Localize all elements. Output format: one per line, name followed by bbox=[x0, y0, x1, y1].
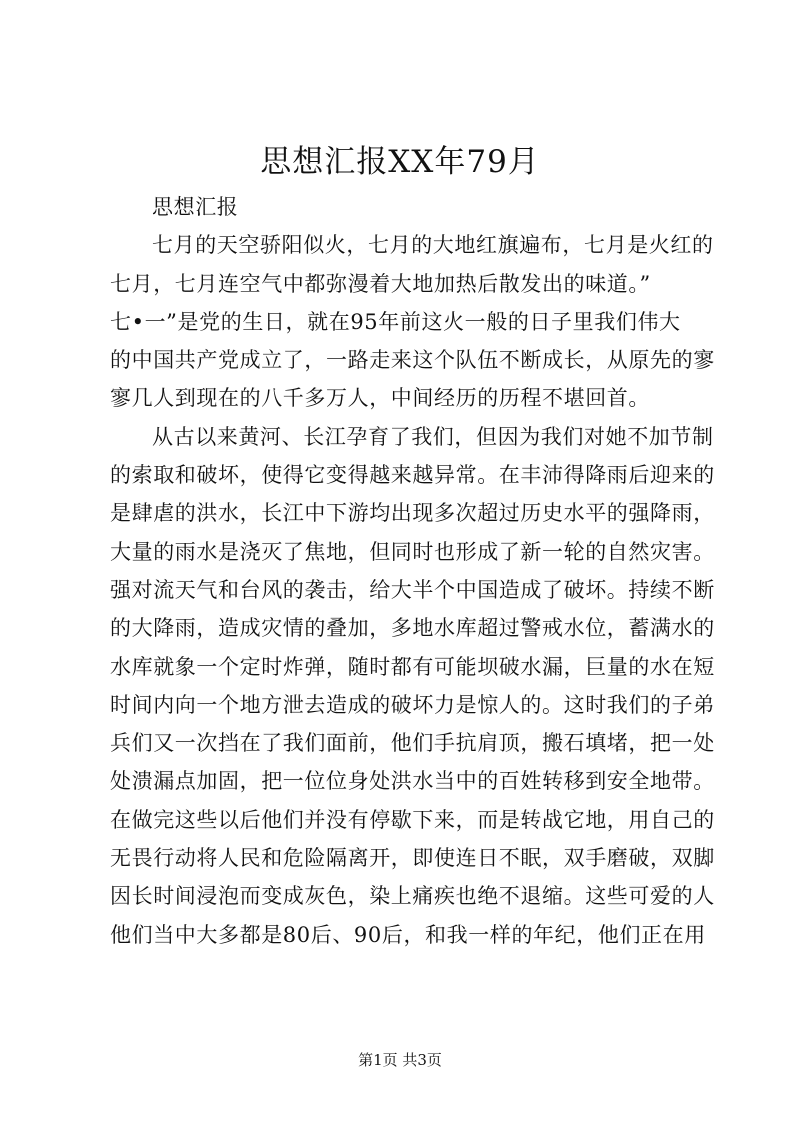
text-line: 七月的天空骄阳似火，七月的大地红旗遍布，七月是火红的 bbox=[152, 233, 714, 258]
text-line: 强对流天气和台风的袭击，给大半个中国造成了破坏。持续不断 bbox=[110, 577, 715, 602]
text-line: 寥几人到现在的八千多万人，中间经历的历程不堪回首。 bbox=[110, 386, 650, 411]
text-line: 无畏行动将人民和危险隔离开，即使连日不眠，双手磨破，双脚 bbox=[110, 846, 715, 871]
text-line: 七•一”是党的生日，就在95年前这火一般的日子里我们伟大 bbox=[110, 309, 681, 334]
paragraph-heading bbox=[110, 188, 706, 226]
text-line: 七月，七月连空气中都弥漫着大地加热后散发出的味道。” bbox=[110, 271, 651, 296]
text-line: 因长时间浸泡而变成灰色，染上痛疾也绝不退缩。这些可爱的人 bbox=[110, 884, 715, 909]
paragraph-2 bbox=[110, 418, 715, 954]
text-line: 在做完这些以后他们并没有停歇下来，而是转战它地，用自己的 bbox=[110, 807, 715, 832]
text-line: 兵们又一次挡在了我们面前，他们手抗肩顶，搬石填堵，把一处 bbox=[110, 731, 715, 756]
text-line: 他们当中大多都是80后、90后，和我一样的年纪，他们正在用 bbox=[110, 922, 706, 947]
text-line: 的中国共产党成立了，一路走来这个队伍不断成长，从原先的寥 bbox=[110, 348, 715, 373]
text-line: 从古以来黄河、长江孕育了我们，但因为我们对她不加节制 bbox=[152, 424, 714, 449]
text-line: 水库就象一个定时炸弹，随时都有可能坝破水漏，巨量的水在短 bbox=[110, 654, 715, 679]
text-line: 的大降雨，造成灾情的叠加，多地水库超过警戒水位，蓄满水的 bbox=[110, 616, 715, 641]
document-title: 思想汇报XX年79月 bbox=[260, 144, 540, 180]
paragraph-1 bbox=[110, 226, 715, 417]
text-line: 大量的雨水是浇灭了焦地，但同时也形成了新一轮的自然灾害。 bbox=[110, 539, 715, 564]
text-line: 的索取和破坏，使得它变得越来越异常。在丰沛得降雨后迎来的 bbox=[110, 463, 715, 488]
text-line: 是肆虐的洪水，长江中下游均出现多次超过历史水平的强降雨， bbox=[110, 501, 715, 526]
text-line: 处溃漏点加固，把一位位身处洪水当中的百姓转移到安全地带。 bbox=[110, 769, 715, 794]
document-body bbox=[110, 188, 715, 954]
page-footer: 第1页 共3页 bbox=[358, 1051, 442, 1069]
text-line: 思想汇报 bbox=[152, 195, 239, 219]
text-line: 时间内向一个地方泄去造成的破坏力是惊人的。这时我们的子弟 bbox=[110, 692, 715, 717]
